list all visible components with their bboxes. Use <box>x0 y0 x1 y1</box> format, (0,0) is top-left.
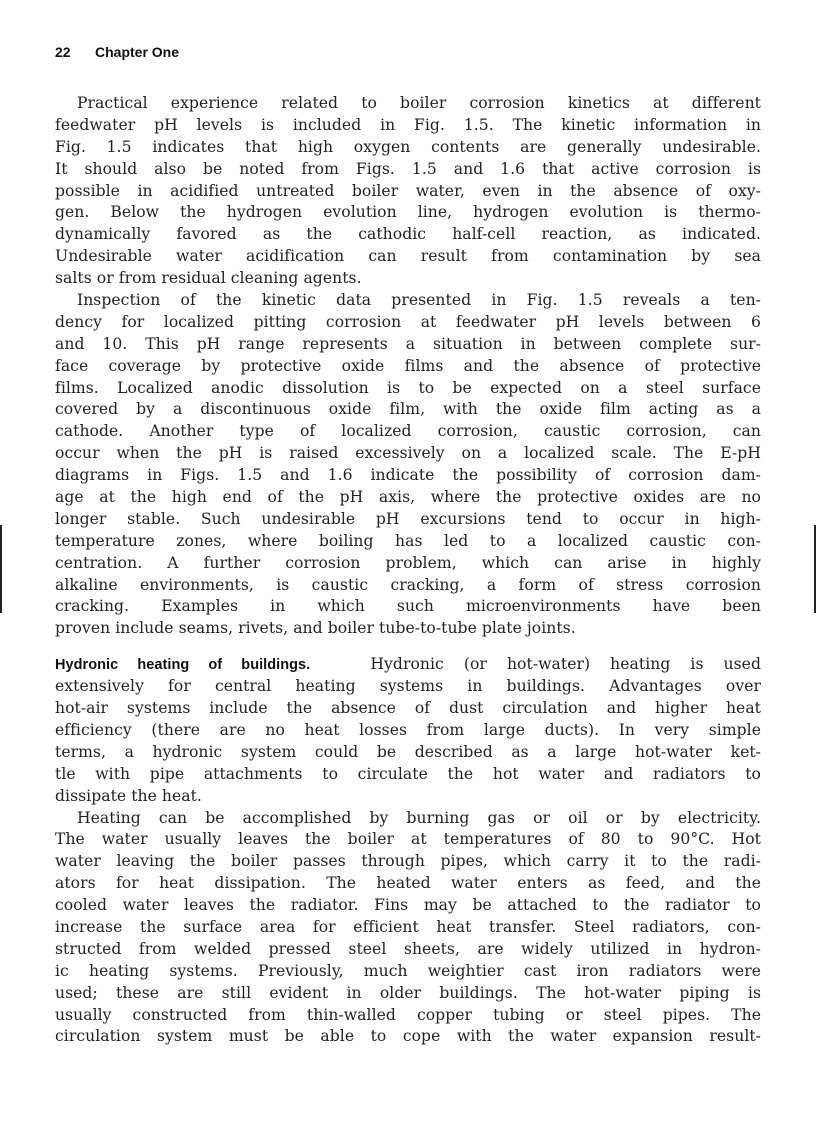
text-line: efficiency (there are no heat losses from large ducts). In very simple <box>55 720 761 739</box>
text-line: tle with pipe attachments to circulate the hot water and radiators to <box>55 764 761 783</box>
text-line: ators for heat dissipation. The heated water enters as feed, and the <box>55 874 761 893</box>
text-line: structed from welded pressed steel sheets, are widely utilized in hydron- <box>55 939 761 958</box>
text-line: salts or from residual cleaning agents. <box>55 269 362 288</box>
text-line: circulation system must be able to cope with the water expansion result- <box>55 1027 761 1046</box>
page-number: 22 <box>55 44 71 60</box>
chapter-title: Chapter One <box>95 44 180 60</box>
paragraph-localized-corrosion <box>55 290 761 640</box>
text-line: hot-air systems include the absence of dust circulation and higher heat <box>55 699 761 718</box>
text-line: Practical experience related to boiler corrosion kinetics at different <box>77 94 761 112</box>
text-line: increase the surface area for efficient heat transfer. Steel radiators, con- <box>55 917 761 936</box>
paragraph-heating-methods <box>55 808 761 1049</box>
change-bar-left <box>0 525 2 613</box>
text-line: feedwater pH levels is included in Fig. 1.5. The kinetic information in <box>55 115 761 134</box>
text-line: cathode. Another type of localized corrosion, caustic corrosion, can <box>55 422 761 441</box>
text-line: Heating can be accomplished by burning gas or oil or by electricity. <box>77 808 761 827</box>
text-line: ic heating systems. Previously, much weightier cast iron radiators were <box>55 961 761 980</box>
text-line: covered by a discontinuous oxide film, with the oxide film acting as a <box>55 400 761 419</box>
text-line: Fig. 1.5 indicates that high oxygen contents are generally undesirable. <box>55 137 761 156</box>
text-line: dissipate the heat. <box>55 786 202 805</box>
text-line: and 10. This pH range represents a situation in between complete sur- <box>55 334 761 353</box>
text-line: diagrams in Figs. 1.5 and 1.6 indicate the possibility of corrosion dam- <box>55 466 761 485</box>
text-line: used; these are still evident in older buildings. The hot-water piping is <box>55 983 761 1002</box>
running-header <box>55 44 179 60</box>
text-line: dency for localized pitting corrosion at feedwater pH levels between 6 <box>55 312 761 331</box>
section-heading: Hydronic heating of buildings. <box>55 657 311 674</box>
text-line: It should also be noted from Figs. 1.5 and 1.6 that active corrosion is <box>55 159 761 178</box>
text-line: longer stable. Such undesirable pH excursions tend to occur in high- <box>55 509 761 528</box>
text-line: Inspection of the kinetic data presented in Fig. 1.5 reveals a ten- <box>77 291 761 310</box>
text-line: occur when the pH is raised excessively on a localized scale. The E-pH <box>55 444 761 463</box>
text-run: Hydronic (or hot-water) heating is used <box>370 655 761 674</box>
text-line: centration. A further corrosion problem, which can arise in highly <box>55 553 761 572</box>
paragraph-hydronic-heating <box>55 654 761 807</box>
body-text <box>55 93 761 1048</box>
text-line: possible in acidified untreated boiler water, even in the absence of oxy- <box>55 181 761 200</box>
text-line: cracking. Examples in which such microenvironments have been <box>55 597 761 616</box>
text-line: gen. Below the hydrogen evolution line, hydrogen evolution is thermo- <box>55 203 761 222</box>
text-line: extensively for central heating systems in buildings. Advantages over <box>55 677 761 696</box>
paragraph-corrosion-kinetics <box>55 93 761 290</box>
text-line: water leaving the boiler passes through pipes, which carry it to the radi- <box>55 852 761 871</box>
text-line: dynamically favored as the cathodic half-cell reaction, as indicated. <box>55 225 761 244</box>
text-line: terms, a hydronic system could be described as a large hot-water ket- <box>55 742 761 761</box>
text-line: temperature zones, where boiling has led to a localized caustic con- <box>55 531 761 550</box>
text-line: films. Localized anodic dissolution is to be expected on a steel surface <box>55 378 761 397</box>
text-line: proven include seams, rivets, and boiler tube-to-tube plate joints. <box>55 619 576 638</box>
text-line: alkaline environments, is caustic cracking, a form of stress corrosion <box>55 575 761 594</box>
text-line: age at the high end of the pH axis, where the protective oxides are no <box>55 488 761 507</box>
text-line: usually constructed from thin-walled copper tubing or steel pipes. The <box>55 1005 761 1024</box>
section-gap <box>55 640 761 654</box>
text-line: face coverage by protective oxide films and the absence of protective <box>55 356 761 375</box>
text-line: cooled water leaves the radiator. Fins may be attached to the radiator to <box>55 896 761 915</box>
text-line <box>55 654 761 676</box>
text-line: Undesirable water acidification can result from contamination by sea <box>55 247 761 266</box>
text-line: The water usually leaves the boiler at temperatures of 80 to 90°C. Hot <box>55 830 761 849</box>
